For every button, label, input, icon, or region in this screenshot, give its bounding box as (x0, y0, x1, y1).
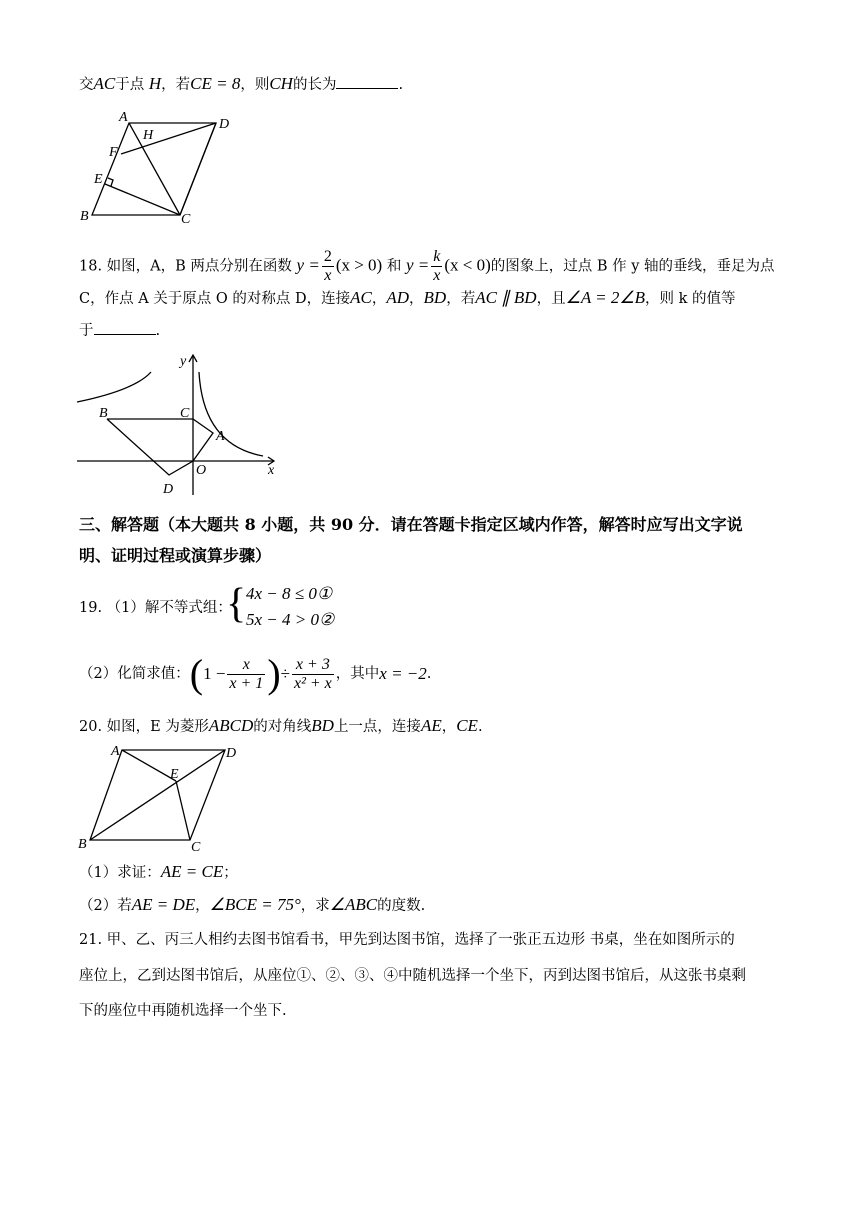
frac-num: 2 (323, 248, 332, 265)
q20-ae-eq-ce: AE = CE (160, 862, 224, 881)
q18-line-1 (79, 248, 775, 285)
q20-text: ，求 (300, 898, 330, 914)
q19-part-2 (79, 652, 431, 696)
q20-text: 的对角线 (253, 719, 312, 735)
q18-text: ， (409, 291, 424, 307)
q18-text: ， (371, 291, 387, 307)
label-a: A (216, 429, 225, 444)
q18-text: 的图象上，过点 B 作 y 轴的垂线，垂足为点 (490, 258, 775, 275)
q18-line-3 (79, 320, 160, 341)
q20-bd: BD (311, 716, 334, 735)
q17-text: . (398, 77, 404, 93)
segment-dc (180, 123, 216, 215)
q20-text: （2）若 (79, 898, 132, 914)
answer-blank (94, 320, 156, 335)
q20-ae-eq-de: AE = DE (131, 895, 196, 914)
diagonal-bd (90, 750, 225, 840)
q20-ae: AE (420, 716, 442, 735)
q17-tail-line (79, 74, 403, 95)
section-3-heading-line-2: 明、证明过程或演算步骤） (79, 546, 272, 565)
frac-num: k (433, 248, 441, 265)
q17-text: 交 (79, 77, 94, 93)
label-d: D (226, 746, 237, 761)
label-o: O (196, 463, 207, 478)
label-h: H (143, 128, 154, 143)
q20-part-1 (79, 862, 238, 883)
label-b: B (78, 837, 87, 852)
q20-text: 如图，E 为菱形 (106, 719, 209, 735)
label-b: B (80, 209, 89, 224)
label-d: D (163, 482, 174, 497)
q17-text: 于点 (115, 77, 145, 93)
label-c: C (191, 840, 201, 855)
q17-h: H (148, 74, 162, 93)
q18-text: . (155, 323, 161, 339)
segment-ec (105, 184, 180, 215)
q18-func1-lhs: y = (296, 255, 320, 275)
q20-text: ， (195, 898, 210, 914)
q19-fraction-a (227, 656, 265, 693)
q19-number: 19. (79, 600, 103, 616)
segment-ce (176, 781, 190, 840)
q18-text: ，若 (446, 291, 476, 307)
label-y: y (180, 354, 187, 369)
q20-text: （1）求证： (79, 865, 161, 881)
q20-angle-abc: ∠ABC (329, 895, 378, 914)
q18-func1-fraction (322, 248, 334, 285)
curve-positive-branch (199, 372, 263, 456)
frac-den: x (324, 267, 332, 284)
frac-num: x (227, 656, 265, 675)
q19-divide: ÷ (280, 664, 290, 683)
q18-func2-cond: (x < 0) (444, 255, 491, 275)
q18-ac: AC (350, 288, 372, 307)
label-b: B (99, 406, 108, 421)
q18-text: 和 (386, 258, 402, 275)
label-c: C (180, 406, 190, 421)
label-e: E (94, 172, 103, 187)
q18-text: 如图，A，B 两点分别在函数 (106, 258, 292, 275)
q18-func1-cond: (x > 0) (335, 255, 383, 275)
q20-abcd: ABCD (208, 716, 254, 735)
frac-den: x (433, 267, 441, 284)
q18-bd: BD (423, 288, 447, 307)
q20-text: ， (441, 719, 457, 735)
q19-text: ，其中 (335, 666, 380, 682)
q20-ce: CE (456, 716, 478, 735)
q19-text: . (426, 666, 432, 682)
q18-text: C，作点 A 关于原点 O 的对称点 D，连接 (79, 291, 351, 307)
figure-20 (75, 740, 250, 855)
q17-text: 的长为 (292, 77, 337, 93)
figure-18 (75, 350, 285, 500)
q18-text: 于 (79, 323, 94, 339)
q21-line-3: 下的座位中再随机选择一个坐下. (79, 1003, 287, 1019)
q18-angle: ∠A = 2∠B (565, 288, 646, 307)
section-3-heading-line-1: 三、解答题（本大题共 8 小题，共 90 分．请在答题卡指定区域内作答，解答时应写出文字说 (79, 515, 743, 534)
segment-fd (121, 123, 216, 154)
q18-text: ，则 k 的值等 (645, 291, 736, 307)
inequality-1: 4x − 8 ≤ 0① (246, 584, 333, 603)
q18-parallel: AC ∥ BD (475, 288, 537, 307)
frac-den: x² + x (293, 674, 332, 692)
label-x: x (268, 463, 275, 478)
q17-text: ，则 (240, 77, 270, 93)
q19-one-minus: 1 − (203, 664, 226, 683)
figure-17 (75, 105, 245, 230)
q20-text: 上一点，连接 (333, 719, 421, 735)
q20-text: ； (223, 865, 238, 881)
q17-ce-eq: CE = 8 (190, 74, 241, 93)
q19-x-value: x = −2 (379, 664, 427, 683)
inequality-2: 5x − 4 > 0② (246, 610, 335, 629)
q18-func2-lhs: y = (405, 255, 430, 275)
segment-ae (122, 750, 176, 781)
q20-text: . (477, 719, 483, 735)
curve-negative-branch (77, 372, 151, 402)
right-angle-mark (108, 178, 113, 186)
right-paren: ) (267, 651, 281, 696)
q20-angle-bce: ∠BCE = 75° (209, 895, 301, 914)
q18-line-2 (79, 288, 736, 309)
q18-number: 18. (79, 258, 103, 275)
q17-text: ，若 (161, 77, 191, 93)
q20-line (79, 716, 483, 737)
answer-blank (336, 74, 398, 89)
q20-part-2 (79, 895, 425, 916)
q18-func2-fraction (431, 248, 442, 285)
q20-number: 20. (79, 719, 103, 735)
q21-line-2: 座位上，乙到达图书馆后，从座位①、②、③、④中随机选择一个坐下，丙到达图书馆后，从这张书桌剩 (79, 968, 746, 984)
label-e: E (170, 767, 179, 782)
q19-text: （1）解不等式组： (106, 600, 232, 616)
label-f: F (109, 145, 118, 160)
system-brace: { (226, 581, 247, 627)
q20-text: 的度数. (377, 898, 426, 914)
q19-fraction-b (292, 656, 334, 693)
label-a: A (111, 744, 120, 759)
q19-text: （2）化简求值： (79, 666, 190, 682)
left-paren: ( (189, 651, 204, 696)
q19-part-1 (79, 598, 232, 618)
label-c: C (181, 212, 191, 227)
frac-num: x + 3 (292, 656, 334, 675)
label-d: D (219, 117, 230, 132)
q17-ch: CH (269, 74, 293, 93)
frac-den: x + 1 (229, 674, 264, 692)
label-a: A (119, 110, 128, 125)
q17-ac: AC (93, 74, 116, 93)
q18-ad: AD (386, 288, 410, 307)
q21-line-1: 21. 甲、乙、丙三人相约去图书馆看书，甲先到达图书馆，选择了一张正五边形 书桌，坐在如图所示的 (79, 932, 735, 948)
q18-text: ，且 (536, 291, 566, 307)
